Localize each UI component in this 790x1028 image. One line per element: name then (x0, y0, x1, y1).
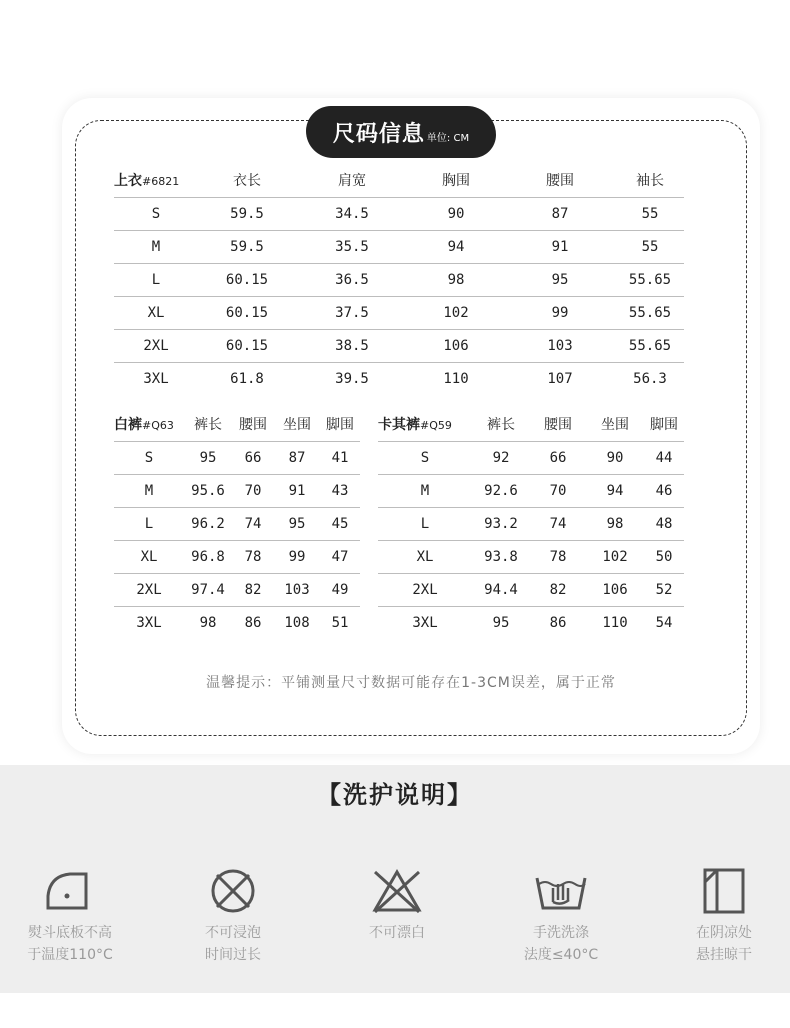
table-row (114, 474, 360, 507)
size-info-unit: 单位: CM (426, 132, 470, 144)
table-row (114, 230, 684, 263)
measurement-cell: 36.5 (296, 263, 408, 296)
table-row (114, 606, 360, 639)
measurement-cell: 96.2 (184, 507, 232, 540)
measurement-cell: 44 (644, 441, 684, 474)
measurement-cell: 70 (232, 474, 274, 507)
measurement-cell: 102 (586, 540, 644, 573)
size-label-cell: 3XL (136, 614, 162, 631)
do-not-bleach-icon (367, 866, 427, 916)
measurement-cell: 82 (232, 573, 274, 606)
table-header-row (114, 408, 360, 441)
care-item-line1: 不可漂白 (369, 925, 425, 941)
measurement-cell: 94.4 (472, 573, 530, 606)
table-row (378, 474, 684, 507)
measurement-cell: 47 (320, 540, 360, 573)
measurement-cell: 99 (274, 540, 320, 573)
measurement-cell: 98 (408, 263, 504, 296)
measurement-cell: 92.6 (472, 474, 530, 507)
khaki-pants-size-table (378, 408, 684, 639)
measurement-cell: 90 (408, 197, 504, 230)
measurement-cell: 61.8 (230, 370, 264, 387)
column-header: 衣长 (198, 164, 296, 197)
measurement-cell: 55 (616, 197, 684, 230)
measurement-cell: 59.5 (198, 230, 296, 263)
measurement-cell: 102 (408, 296, 504, 329)
size-info-badge (306, 106, 496, 158)
table-row (378, 606, 684, 639)
care-item-hand-wash (491, 866, 631, 966)
measurement-cell: 34.5 (296, 197, 408, 230)
care-item-line1: 熨斗底板不高 (28, 925, 112, 941)
table-row (378, 573, 684, 606)
measurement-cell: 103 (504, 329, 616, 362)
column-header: 肩宽 (296, 164, 408, 197)
measurement-cell: 86 (244, 614, 262, 631)
measurement-cell: 110 (602, 614, 628, 631)
hand-wash-icon (531, 866, 591, 916)
measurement-cell: 106 (586, 573, 644, 606)
measurement-cell: 90 (586, 441, 644, 474)
table-row (114, 263, 684, 296)
white-pants-table-label: 白裤#Q63 (114, 408, 184, 441)
measurement-cell: 86 (549, 614, 567, 631)
measurement-cell: 46 (644, 474, 684, 507)
care-item-soak (163, 866, 303, 966)
size-label-cell: M (378, 474, 472, 507)
measurement-cell: 55.65 (616, 296, 684, 329)
size-label-cell: L (114, 263, 198, 296)
column-header: 腰围 (530, 408, 586, 441)
size-info-title: 尺码信息 (332, 121, 425, 147)
measurement-cell: 60.15 (198, 263, 296, 296)
measurement-cell: 87 (274, 441, 320, 474)
size-label-cell: S (114, 197, 198, 230)
measurement-cell: 99 (504, 296, 616, 329)
care-item-line2: 时间过长 (205, 947, 261, 963)
size-label-cell: M (114, 230, 198, 263)
column-header: 裤长 (472, 408, 530, 441)
size-label-cell: 3XL (412, 614, 438, 631)
measurement-cell: 52 (644, 573, 684, 606)
table-row (114, 197, 684, 230)
column-header: 袖长 (616, 164, 684, 197)
measurement-cell: 55.65 (616, 263, 684, 296)
measurement-cell: 95 (492, 614, 510, 631)
measurement-cell: 91 (274, 474, 320, 507)
table-row (114, 329, 684, 362)
measurement-cell: 39.5 (335, 370, 369, 387)
table-row (378, 540, 684, 573)
measurement-cell: 96.8 (184, 540, 232, 573)
size-label-cell: 3XL (143, 370, 169, 387)
size-label-cell: S (378, 441, 472, 474)
measurement-cell: 74 (530, 507, 586, 540)
measurement-cell: 55 (616, 230, 684, 263)
column-header: 胸围 (408, 164, 504, 197)
measurement-cell: 43 (320, 474, 360, 507)
measurement-cell: 55.65 (616, 329, 684, 362)
care-title: 【洗护说明】 (317, 781, 473, 809)
measurement-cell: 91 (504, 230, 616, 263)
measurement-cell: 56.3 (633, 370, 667, 387)
measurement-cell: 98 (586, 507, 644, 540)
measurement-cell: 66 (232, 441, 274, 474)
measurement-cell: 50 (644, 540, 684, 573)
care-item-line2: 法度≤40°C (523, 947, 599, 963)
table-row (114, 441, 360, 474)
measurement-cell: 45 (320, 507, 360, 540)
measurement-cell: 54 (655, 614, 673, 631)
measurement-cell: 106 (408, 329, 504, 362)
column-header: 坐围 (586, 408, 644, 441)
size-label-cell: M (114, 474, 184, 507)
measurement-cell: 95 (274, 507, 320, 540)
measurement-cell: 97.4 (184, 573, 232, 606)
table-header-row (378, 408, 684, 441)
top-table-label: 上衣#6821 (114, 164, 198, 197)
table-row (114, 507, 360, 540)
column-header: 腰围 (232, 408, 274, 441)
size-label-cell: L (378, 507, 472, 540)
measurement-cell: 37.5 (296, 296, 408, 329)
size-label-cell: 2XL (114, 573, 184, 606)
size-label-cell: XL (378, 540, 472, 573)
measurement-cell: 94 (408, 230, 504, 263)
measurement-cell: 93.2 (472, 507, 530, 540)
care-item-line1: 在阴凉处 (696, 925, 752, 941)
column-header: 脚围 (320, 408, 360, 441)
table-row (114, 362, 684, 395)
measurement-cell: 108 (284, 614, 310, 631)
size-label-cell: L (114, 507, 184, 540)
column-header: 坐围 (274, 408, 320, 441)
line-dry-shade-icon (694, 866, 754, 916)
table-row (114, 540, 360, 573)
measurement-cell: 35.5 (296, 230, 408, 263)
table-row (114, 296, 684, 329)
table-row (378, 507, 684, 540)
table-row (114, 573, 360, 606)
size-label-cell: XL (114, 540, 184, 573)
measurement-cell: 107 (547, 370, 573, 387)
measurement-cell: 60.15 (198, 296, 296, 329)
care-item-iron (0, 866, 140, 966)
size-label-cell: 2XL (114, 329, 198, 362)
do-not-soak-icon (203, 866, 263, 916)
measurement-cell: 66 (530, 441, 586, 474)
measurement-cell: 70 (530, 474, 586, 507)
measurement-cell: 93.8 (472, 540, 530, 573)
measurement-cell: 78 (232, 540, 274, 573)
care-item-line2: 悬挂晾干 (696, 947, 752, 963)
care-item-line2: 于温度110°C (27, 947, 113, 963)
measurement-cell: 74 (232, 507, 274, 540)
care-item-line1: 不可浸泡 (205, 925, 261, 941)
table-row (378, 441, 684, 474)
measurement-cell: 110 (443, 370, 469, 387)
measurement-cell: 48 (644, 507, 684, 540)
table-header-row (114, 164, 684, 197)
measurement-cell: 38.5 (296, 329, 408, 362)
size-label-cell: 2XL (378, 573, 472, 606)
measurement-cell: 95.6 (184, 474, 232, 507)
measurement-cell: 82 (530, 573, 586, 606)
measurement-tip: 温馨提示：平铺测量尺寸数据可能存在1-3CM误差，属于正常 (206, 675, 616, 691)
care-item-bleach (327, 866, 467, 944)
care-item-dry (654, 866, 790, 966)
measurement-cell: 59.5 (198, 197, 296, 230)
measurement-cell: 94 (586, 474, 644, 507)
measurement-cell: 95 (184, 441, 232, 474)
size-label-cell: XL (114, 296, 198, 329)
iron-low-icon (40, 866, 100, 916)
measurement-cell: 87 (504, 197, 616, 230)
column-header: 脚围 (644, 408, 684, 441)
measurement-cell: 51 (331, 614, 349, 631)
khaki-pants-table-label: 卡其裤#Q59 (378, 408, 472, 441)
measurement-cell: 41 (320, 441, 360, 474)
measurement-cell: 60.15 (198, 329, 296, 362)
size-label-cell: S (114, 441, 184, 474)
measurement-cell: 78 (530, 540, 586, 573)
measurement-cell: 49 (320, 573, 360, 606)
care-item-line1: 手洗洗涤 (533, 925, 589, 941)
measurement-cell: 98 (199, 614, 217, 631)
column-header: 腰围 (504, 164, 616, 197)
column-header: 裤长 (184, 408, 232, 441)
measurement-cell: 103 (274, 573, 320, 606)
white-pants-size-table (114, 408, 360, 639)
measurement-cell: 95 (504, 263, 616, 296)
top-size-table (114, 164, 684, 395)
measurement-cell: 92 (472, 441, 530, 474)
